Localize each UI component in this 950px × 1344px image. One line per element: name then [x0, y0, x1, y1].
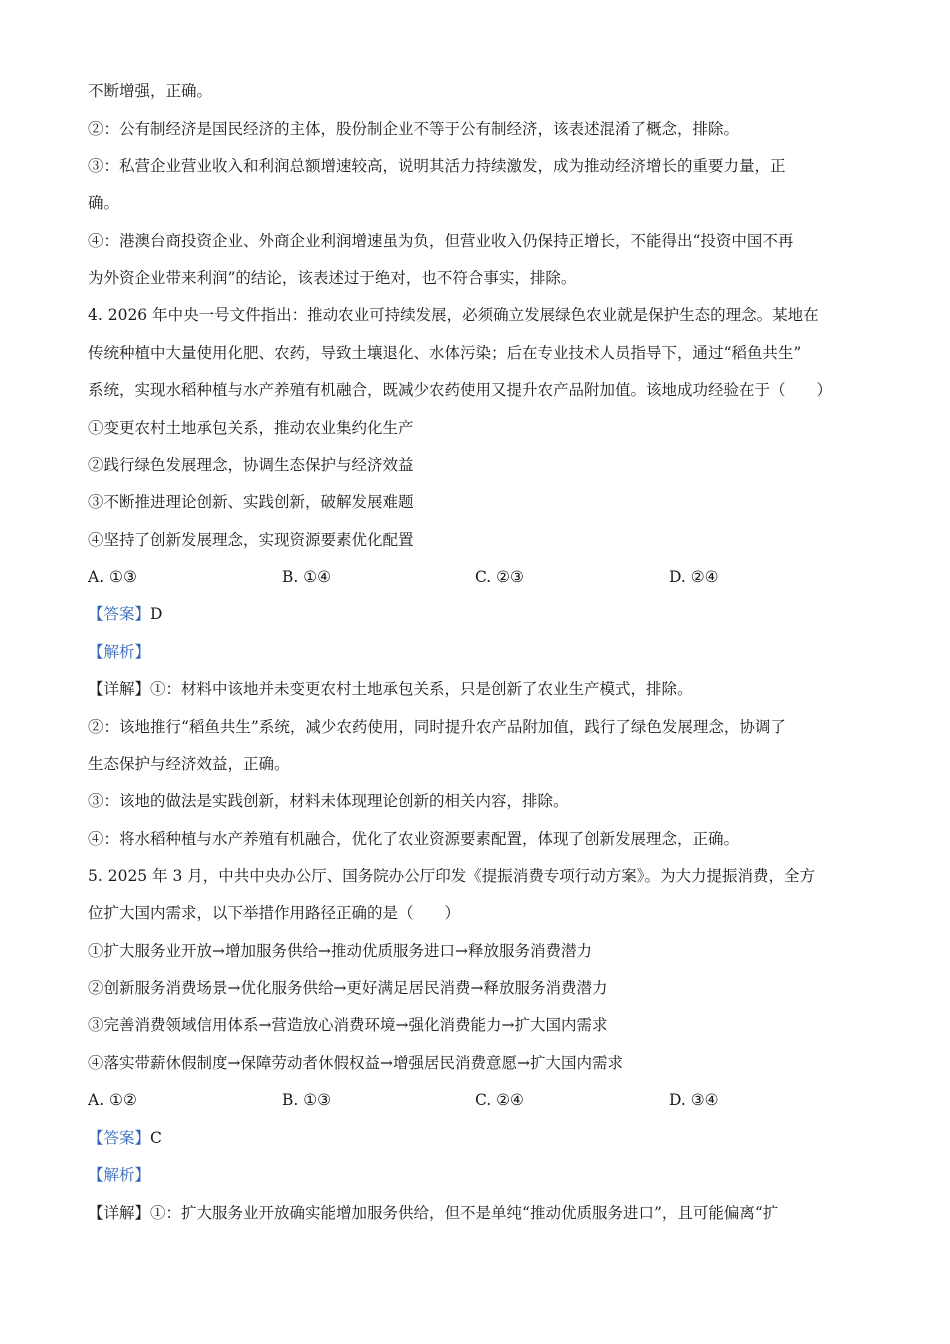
q4-option-d: D. ②④: [669, 568, 719, 586]
q4-answer: [88, 604, 162, 624]
question-5-stem: 位扩大国内需求，以下举措作用路径正确的是（ ）: [88, 904, 461, 922]
q4-option-c: C. ②③: [475, 568, 524, 586]
answer-value: C: [150, 1129, 162, 1147]
question-5-item: ④落实带薪休假制度→保障劳动者休假权益→增强居民消费意愿→扩大国内需求: [88, 1054, 623, 1072]
question-5-item: ①扩大服务业开放→增加服务供给→推动优质服务进口→释放服务消费潜力: [88, 942, 592, 960]
text-line: 生态保护与经济效益，正确。: [88, 755, 290, 773]
q4-option-a: A. ①③: [88, 568, 137, 586]
detail-tag: 【详解】: [88, 680, 151, 698]
answer-tag: 【答案】: [88, 1129, 151, 1147]
question-5-stem: 5. 2025 年 3 月，中共中央办公厅、国务院办公厅印发《提振消费专项行动方案》。为大力提振消费，全方: [88, 867, 816, 885]
text-line: ③：该地的做法是实践创新，材料未体现理论创新的相关内容，排除。: [88, 792, 569, 810]
text-line: ②：该地推行“稻鱼共生”系统，减少农药使用，同时提升农产品附加值，践行了绿色发展理念，协调了: [88, 718, 786, 736]
q5-option-d: D. ③④: [669, 1091, 719, 1109]
q5-option-a: A. ①②: [88, 1091, 137, 1109]
text-line: ③：私营企业营业收入和利润总额增速较高，说明其活力持续激发，成为推动经济增长的重要力量，正: [88, 157, 786, 175]
question-4-item: ④坚持了创新发展理念，实现资源要素优化配置: [88, 531, 414, 549]
question-5-item: ②创新服务消费场景→优化服务供给→更好满足居民消费→释放服务消费潜力: [88, 979, 608, 997]
q4-analysis-tag: 【解析】: [88, 643, 151, 661]
text-line: 为外资企业带来利润”的结论，该表述过于绝对，也不符合事实，排除。: [88, 269, 577, 287]
answer-tag: 【答案】: [88, 605, 151, 623]
q4-option-b: B. ①④: [282, 568, 332, 586]
answer-value: D: [150, 605, 163, 623]
question-5-item: ③完善消费领域信用体系→营造放心消费环境→强化消费能力→扩大国内需求: [88, 1016, 608, 1034]
q4-detail: [88, 679, 693, 699]
text-line: ④：港澳台商投资企业、外商企业利润增速虽为负，但营业收入仍保持正增长，不能得出“投资中国不再: [88, 232, 794, 250]
detail-text: ①：扩大服务业开放确实能增加服务供给，但不是单纯“推动优质服务进口”，且可能偏离“扩: [150, 1204, 779, 1222]
question-4-stem: 系统，实现水稻种植与水产养殖有机融合，既减少农药使用又提升农产品附加值。该地成功经验在于（ ）: [88, 381, 833, 399]
text-line: ②：公有制经济是国民经济的主体，股份制企业不等于公有制经济，该表述混淆了概念，排除。: [88, 120, 740, 138]
text-line: 不断增强，正确。: [88, 82, 213, 100]
question-4-item: ①变更农村土地承包关系，推动农业集约化生产: [88, 419, 414, 437]
question-4-stem: 传统种植中大量使用化肥、农药，导致土壤退化、水体污染；后在专业技术人员指导下，通过“稻鱼共生”: [88, 344, 802, 362]
text-line: ④：将水稻种植与水产养殖有机融合，优化了农业资源要素配置，体现了创新发展理念，正确。: [88, 830, 740, 848]
q5-option-b: B. ①③: [282, 1091, 332, 1109]
detail-text: ①：材料中该地并未变更农村土地承包关系，只是创新了农业生产模式，排除。: [150, 680, 693, 698]
question-4-stem: 4. 2026 年中央一号文件指出：推动农业可持续发展，必须确立发展绿色农业就是保护生态的理念。某地在: [88, 306, 819, 324]
q5-option-c: C. ②④: [475, 1091, 524, 1109]
q5-analysis-tag: 【解析】: [88, 1166, 151, 1184]
question-4-item: ②践行绿色发展理念，协调生态保护与经济效益: [88, 456, 414, 474]
detail-tag: 【详解】: [88, 1204, 151, 1222]
q5-detail: [88, 1203, 778, 1223]
question-4-item: ③不断推进理论创新、实践创新，破解发展难题: [88, 493, 414, 511]
text-line: 确。: [88, 194, 120, 212]
q5-answer: [88, 1128, 162, 1148]
